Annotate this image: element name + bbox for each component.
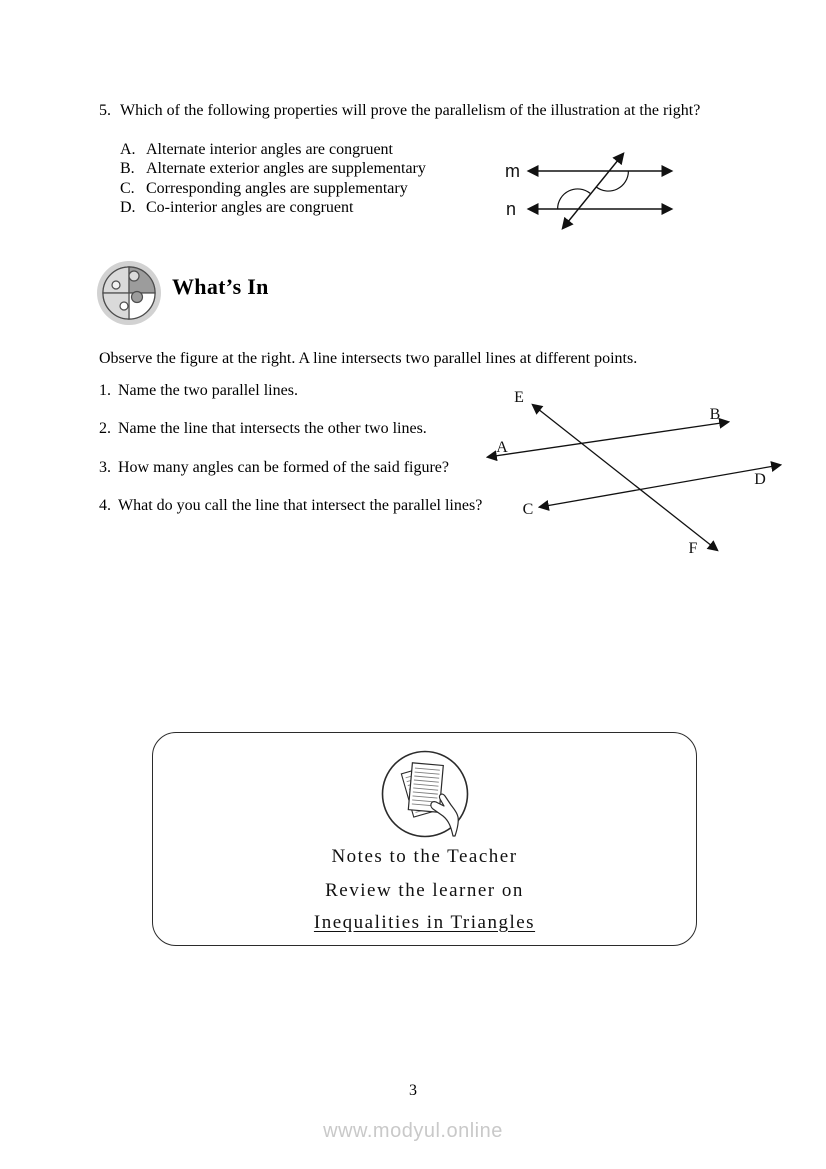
section-title-whats-in: What’s In — [172, 274, 269, 299]
activity-question-1 — [99, 381, 298, 400]
question-5 — [99, 101, 700, 120]
question-5-options — [120, 140, 426, 218]
option-d-letter: D. — [120, 199, 136, 217]
page-number: 3 — [409, 1082, 417, 1099]
activity-question-2-text: Name the line that intersects the other two lines. — [118, 420, 427, 437]
activity-question-3 — [99, 458, 449, 477]
option-b — [120, 159, 426, 178]
option-c — [120, 179, 426, 198]
option-d-text: Co-interior angles are congruent — [146, 199, 354, 217]
question-5-number: 5. — [99, 102, 111, 119]
point-label-a: A — [496, 439, 508, 456]
puzzle-icon — [96, 260, 162, 326]
option-b-text: Alternate exterior angles are supplementary — [146, 160, 426, 178]
parallel-lines-figure-mn — [495, 142, 685, 240]
notes-line-3: Inequalities in Triangles — [313, 912, 536, 933]
notes-line-2: Review the learner on — [325, 880, 524, 901]
activity-question-4 — [99, 496, 482, 515]
option-a-letter: A. — [120, 141, 136, 158]
angle-arc-lower — [558, 189, 591, 209]
option-d — [120, 198, 426, 217]
point-label-e: E — [514, 389, 524, 406]
activity-question-4-number: 4. — [99, 497, 111, 514]
line-cd — [540, 465, 780, 507]
activity-question-4-text: What do you call the line that intersect the parallel lines? — [118, 497, 483, 514]
line-n-label: n — [506, 199, 517, 219]
point-label-f: F — [688, 540, 698, 557]
activity-question-3-text: How many angles can be formed of the said figure? — [118, 459, 449, 476]
watermark-text: www.modyul.online — [323, 1120, 503, 1142]
transversal-line — [563, 154, 623, 228]
line-ef — [533, 405, 717, 550]
activity-question-2-number: 2. — [99, 420, 111, 437]
intro-text: Observe the figure at the right. A line intersects two parallel lines at different points. — [99, 350, 638, 367]
option-b-letter: B. — [120, 160, 135, 178]
parallel-lines-figure-ef — [480, 383, 792, 558]
option-c-text: Corresponding angles are supplementary — [146, 179, 408, 197]
option-c-letter: C. — [120, 179, 135, 197]
option-a — [120, 140, 426, 159]
line-m-label: m — [505, 161, 520, 181]
notes-title: Notes to the Teacher — [331, 846, 518, 867]
activity-question-3-number: 3. — [99, 459, 111, 476]
activity-question-1-number: 1. — [99, 382, 111, 399]
question-5-text: Which of the following properties will prove the parallelism of the illustration at the right? — [120, 102, 701, 119]
point-label-b: B — [709, 406, 721, 423]
point-label-c: C — [522, 501, 534, 518]
point-label-d: D — [754, 471, 766, 488]
option-a-text: Alternate interior angles are congruent — [146, 141, 393, 158]
activity-question-2 — [99, 419, 427, 438]
papers-in-hand-icon — [380, 749, 470, 839]
notes-to-teacher-box — [152, 732, 697, 946]
line-ab — [488, 422, 728, 457]
activity-question-1-text: Name the two parallel lines. — [118, 382, 298, 399]
